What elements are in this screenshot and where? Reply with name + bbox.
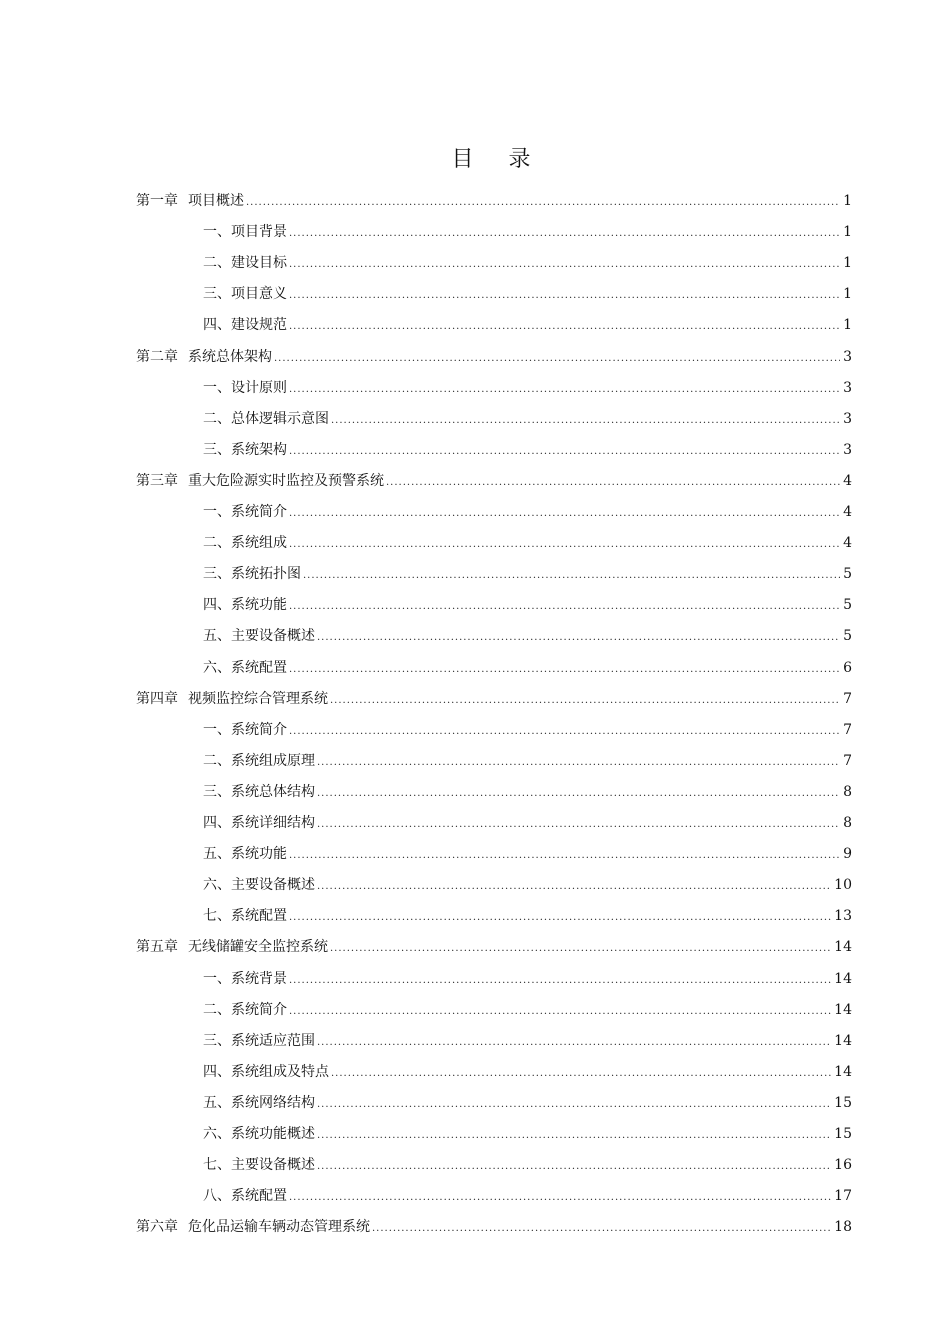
toc-dot-leader <box>246 187 840 218</box>
toc-entry-text: 系统简介 <box>231 504 287 520</box>
toc-dot-leader <box>317 809 840 840</box>
toc-page-number: 14 <box>834 1032 852 1049</box>
toc-dot-leader <box>289 280 840 311</box>
toc-page-number: 3 <box>843 348 852 365</box>
toc-dot-leader <box>317 871 831 902</box>
toc-entry-number: 第四章 <box>136 690 178 707</box>
toc-entry-label <box>203 590 287 621</box>
toc-entry-number: 三、 <box>203 286 231 303</box>
toc-section-entry[interactable] <box>203 715 852 746</box>
toc-dot-leader <box>303 560 840 591</box>
toc-entry-label <box>203 808 315 839</box>
toc-page-number: 7 <box>843 721 852 738</box>
toc-title: 目 录 <box>451 147 545 172</box>
toc-entry-label <box>136 342 272 373</box>
toc-entry-number: 四、 <box>203 597 231 614</box>
toc-page-number: 3 <box>843 379 852 396</box>
toc-entry-label <box>203 995 287 1026</box>
toc-entry-label <box>203 497 287 528</box>
toc-entry-text: 系统网络结构 <box>231 1094 315 1111</box>
toc-page-number: 3 <box>843 410 852 427</box>
toc-section-entry[interactable] <box>203 1026 852 1057</box>
toc-dot-leader <box>289 716 840 747</box>
toc-dot-leader <box>289 218 840 249</box>
toc-page-number: 5 <box>843 566 852 583</box>
toc-section-entry[interactable] <box>203 559 852 590</box>
toc-dot-leader <box>289 996 831 1027</box>
toc-entry-label <box>203 559 301 590</box>
toc-section-entry[interactable] <box>203 777 852 808</box>
toc-entry-text: 设计原则 <box>231 379 287 396</box>
toc-dot-leader <box>317 1151 831 1182</box>
toc-entry-text: 主要设备概述 <box>231 1157 315 1174</box>
toc-entry-text: 危化品运输车辆动态管理系统 <box>188 1219 370 1236</box>
toc-dot-leader <box>331 405 840 436</box>
toc-page-number: 6 <box>843 659 852 676</box>
toc-dot-leader <box>330 685 840 716</box>
toc-entry-label <box>136 932 328 963</box>
toc-entry-label <box>203 1057 329 1088</box>
toc-entry-number: 六、 <box>203 659 231 676</box>
toc-page-number: 7 <box>843 690 852 707</box>
toc-section-entry[interactable] <box>203 1150 852 1181</box>
toc-entry-text: 系统功能概述 <box>231 1126 315 1142</box>
toc-entry-text: 系统适应范围 <box>231 1032 315 1049</box>
toc-entry-text: 系统配置 <box>231 1188 287 1205</box>
toc-entry-text: 系统架构 <box>231 441 287 458</box>
toc-entry-text: 无线储罐安全监控系统 <box>188 939 328 956</box>
toc-entry-label <box>203 1026 315 1057</box>
toc-page-number: 1 <box>843 255 852 272</box>
toc-page-number: 8 <box>843 815 852 831</box>
toc-page-number: 1 <box>843 317 852 334</box>
toc-entry-label <box>136 684 328 715</box>
toc-section-entry[interactable] <box>203 870 852 901</box>
toc-section-entry[interactable] <box>203 1119 852 1150</box>
toc-entry-label <box>136 186 244 217</box>
toc-page-number: 17 <box>834 1188 852 1205</box>
toc-dot-leader <box>317 778 840 809</box>
toc-section-entry[interactable] <box>203 404 852 435</box>
toc-page-number: 1 <box>843 224 852 241</box>
toc-entry-label <box>136 466 384 497</box>
toc-page-number: 18 <box>834 1219 852 1236</box>
toc-dot-leader <box>289 591 840 622</box>
toc-section-entry[interactable] <box>203 435 852 466</box>
toc-page-number: 9 <box>843 846 852 863</box>
toc-entry-label <box>203 1088 315 1119</box>
toc-entry-text: 建设目标 <box>231 255 287 272</box>
toc-page-number: 15 <box>834 1094 852 1111</box>
toc-entry-text: 项目背景 <box>231 224 287 241</box>
toc-section-entry[interactable] <box>203 1088 852 1119</box>
toc-entry-number: 第二章 <box>136 348 178 365</box>
toc-section-entry[interactable] <box>203 528 852 559</box>
toc-dot-leader <box>372 1213 831 1244</box>
toc-entry-number: 三、 <box>203 783 231 800</box>
toc-entry-number: 四、 <box>203 317 231 334</box>
toc-page-number: 14 <box>834 1063 852 1080</box>
toc-page-number: 1 <box>843 193 852 209</box>
toc-entry-text: 系统组成原理 <box>231 752 315 769</box>
toc-dot-leader <box>317 1027 831 1058</box>
toc-section-entry[interactable] <box>203 964 852 995</box>
toc-entry-number: 五、 <box>203 1094 231 1111</box>
toc-dot-leader <box>289 498 840 529</box>
toc-page-number: 4 <box>843 535 852 552</box>
toc-section-entry[interactable] <box>203 995 852 1026</box>
toc-chapter-entry[interactable] <box>136 466 852 497</box>
toc-entry-label <box>203 1150 315 1181</box>
toc-entry-label <box>203 964 287 995</box>
toc-entry-number: 七、 <box>203 908 231 925</box>
toc-page-number: 5 <box>843 597 852 614</box>
toc-entry-number: 二、 <box>203 752 231 769</box>
toc-entry-label <box>203 901 287 932</box>
toc-section-entry[interactable] <box>203 901 852 932</box>
toc-dot-leader <box>317 747 840 778</box>
toc-dot-leader <box>289 654 840 685</box>
toc-entry-number: 八、 <box>203 1188 231 1205</box>
toc-entry-number: 二、 <box>203 255 231 272</box>
toc-entry-label <box>203 217 287 248</box>
toc-dot-leader <box>330 933 831 964</box>
toc-page-number: 13 <box>834 908 852 925</box>
toc-dot-leader <box>289 436 840 467</box>
toc-dot-leader <box>317 1089 831 1120</box>
toc-entry-text: 视频监控综合管理系统 <box>188 690 328 707</box>
toc-dot-leader <box>289 311 840 342</box>
toc-entry-number: 四、 <box>203 815 231 831</box>
toc-entry-label <box>136 1212 370 1243</box>
toc-entry-label <box>203 435 287 466</box>
toc-entry-text: 系统组成及特点 <box>231 1063 329 1080</box>
toc-section-entry[interactable] <box>203 373 852 404</box>
toc-entry-text: 项目意义 <box>231 286 287 303</box>
toc-entry-text: 总体逻辑示意图 <box>231 410 329 427</box>
toc-page-number: 14 <box>834 970 852 987</box>
toc-page-number: 8 <box>843 783 852 800</box>
toc-entry-number: 一、 <box>203 379 231 396</box>
toc-dot-leader <box>289 965 831 996</box>
toc-dot-leader <box>289 529 840 560</box>
toc-entry-number: 二、 <box>203 410 231 427</box>
toc-entry-number: 第六章 <box>136 1219 178 1236</box>
toc-dot-leader <box>289 902 831 933</box>
toc-entry-label <box>203 279 287 310</box>
toc-entry-text: 系统背景 <box>231 970 287 987</box>
toc-dot-leader <box>317 1120 831 1151</box>
toc-entry-text: 建设规范 <box>231 317 287 334</box>
toc-entry-number: 一、 <box>203 970 231 987</box>
toc-entry-label <box>203 1119 315 1150</box>
toc-entry-number: 五、 <box>203 846 231 863</box>
toc-entry-text: 系统配置 <box>231 659 287 676</box>
toc-entry-label <box>203 1181 287 1212</box>
toc-entry-number: 七、 <box>203 1157 231 1174</box>
toc-entry-text: 系统详细结构 <box>231 815 315 831</box>
toc-entry-number: 第五章 <box>136 939 178 956</box>
toc-entry-text: 项目概述 <box>188 193 244 209</box>
toc-page-number: 7 <box>843 752 852 769</box>
toc-section-entry[interactable] <box>203 310 852 341</box>
toc-entry-label <box>203 373 287 404</box>
toc-entry-label <box>203 404 329 435</box>
toc-entry-number: 三、 <box>203 566 231 583</box>
toc-dot-leader <box>289 374 840 405</box>
toc-dot-leader <box>289 249 840 280</box>
toc-entry-number: 六、 <box>203 877 231 894</box>
toc-dot-leader <box>386 467 840 498</box>
toc-section-entry[interactable] <box>203 808 852 839</box>
toc-section-entry[interactable] <box>203 746 852 777</box>
toc-entry-number: 四、 <box>203 1063 231 1080</box>
toc-entry-label <box>203 248 287 279</box>
toc-section-entry[interactable] <box>203 653 852 684</box>
toc-entry-number: 六、 <box>203 1126 231 1142</box>
toc-entry-number: 一、 <box>203 504 231 520</box>
toc-page-number: 15 <box>834 1126 852 1142</box>
toc-page-number: 4 <box>843 472 852 489</box>
toc-entry-text: 系统简介 <box>231 721 287 738</box>
toc-page-number: 14 <box>834 1001 852 1018</box>
toc-entry-text: 系统功能 <box>231 846 287 863</box>
toc-entry-label <box>203 746 315 777</box>
toc-entry-label <box>203 715 287 746</box>
toc-entry-text: 系统组成 <box>231 535 287 552</box>
toc-chapter-entry[interactable] <box>136 684 852 715</box>
toc-entry-text: 重大危险源实时监控及预警系统 <box>188 472 384 489</box>
toc-entry-text: 主要设备概述 <box>231 877 315 894</box>
toc-section-entry[interactable] <box>203 621 852 652</box>
toc-entry-number: 一、 <box>203 224 231 241</box>
toc-section-entry[interactable] <box>203 1057 852 1088</box>
toc-entry-label <box>203 653 287 684</box>
toc-chapter-entry[interactable] <box>136 932 852 963</box>
toc-entry-number: 第三章 <box>136 472 178 489</box>
toc-entry-text: 系统配置 <box>231 908 287 925</box>
toc-entry-number: 二、 <box>203 535 231 552</box>
toc-entry-text: 系统功能 <box>231 597 287 614</box>
toc-entry-number: 三、 <box>203 1032 231 1049</box>
toc-dot-leader <box>289 840 840 871</box>
toc-entry-label <box>203 839 287 870</box>
toc-dot-leader <box>331 1058 831 1089</box>
toc-entry-label <box>203 870 315 901</box>
toc-entry-text: 系统总体结构 <box>231 783 315 800</box>
toc-page-number: 4 <box>843 504 852 520</box>
toc-section-entry[interactable] <box>203 839 852 870</box>
toc-entry-text: 系统拓扑图 <box>231 566 301 583</box>
toc-page-number: 1 <box>843 286 852 303</box>
toc-entry-label <box>203 310 287 341</box>
toc-page-number: 10 <box>834 877 852 894</box>
toc-dot-leader <box>317 622 840 653</box>
toc-entry-text: 主要设备概述 <box>231 628 315 645</box>
toc-entry-label <box>203 777 315 808</box>
toc-entry-number: 三、 <box>203 441 231 458</box>
toc-page-number: 5 <box>843 628 852 645</box>
toc-section-entry[interactable] <box>203 497 852 528</box>
toc-dot-leader <box>274 343 840 374</box>
toc-chapter-entry[interactable] <box>136 1212 852 1243</box>
toc-entry-text: 系统总体架构 <box>188 348 272 365</box>
toc-page-number: 16 <box>834 1157 852 1174</box>
toc-dot-leader <box>289 1182 831 1213</box>
toc-entry-number: 一、 <box>203 721 231 738</box>
toc-section-entry[interactable] <box>203 1181 852 1212</box>
toc-section-entry[interactable] <box>203 590 852 621</box>
toc-chapter-entry[interactable] <box>136 186 852 217</box>
toc-entry-number: 第一章 <box>136 193 178 209</box>
toc-page-number: 14 <box>834 939 852 956</box>
toc-section-entry[interactable] <box>203 279 852 310</box>
toc-section-entry[interactable] <box>203 248 852 279</box>
toc-entry-number: 二、 <box>203 1001 231 1018</box>
toc-entry-label <box>203 528 287 559</box>
toc-entry-label <box>203 621 315 652</box>
toc-entry-text: 系统简介 <box>231 1001 287 1018</box>
toc-entry-number: 五、 <box>203 628 231 645</box>
toc-chapter-entry[interactable] <box>136 342 852 373</box>
toc-page-number: 3 <box>843 441 852 458</box>
toc-section-entry[interactable] <box>203 217 852 248</box>
